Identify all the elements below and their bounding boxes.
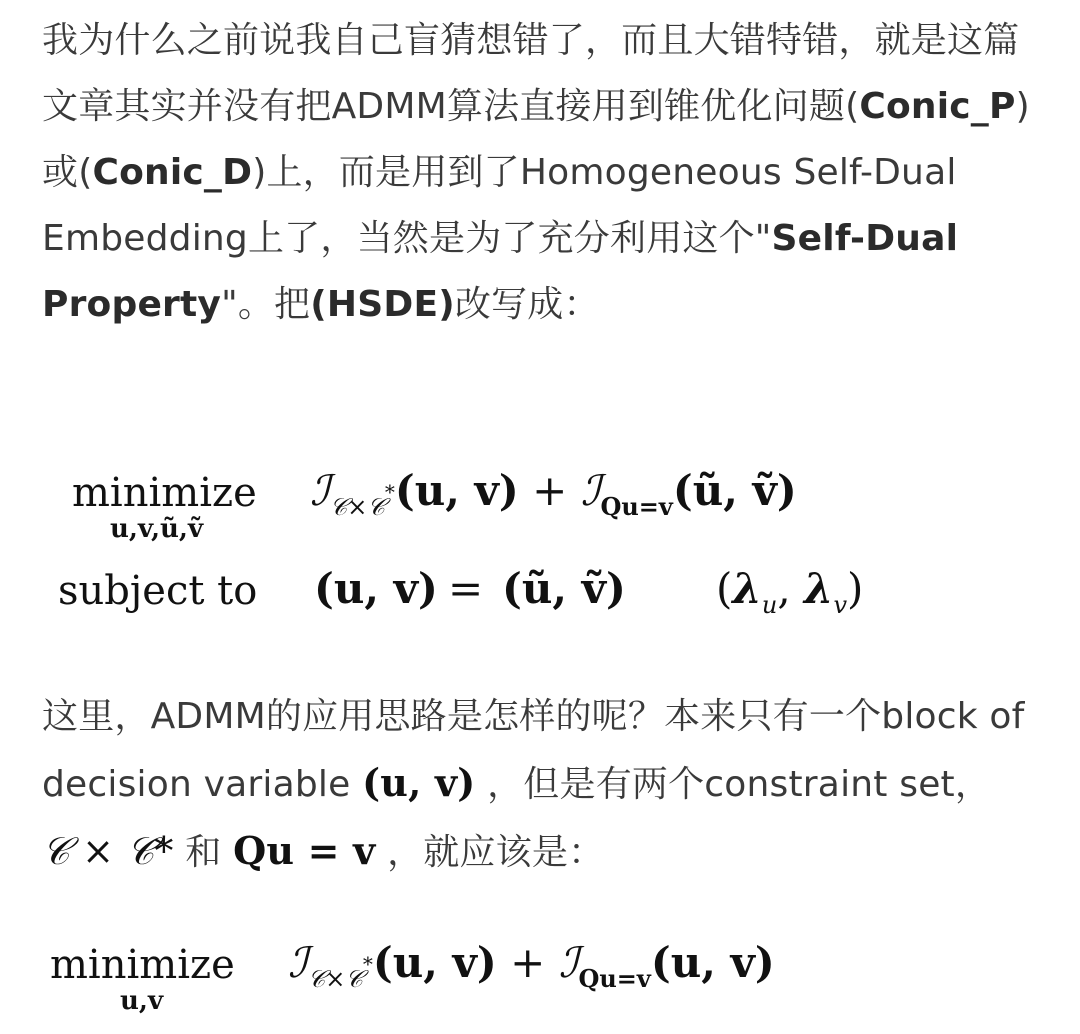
constraint-equals: = bbox=[448, 564, 484, 613]
indicator-symbol: ℐ bbox=[580, 466, 601, 515]
objective-expression bbox=[310, 466, 797, 521]
lambda-symbol: λ bbox=[732, 564, 762, 613]
text-run: 我为什么之前说我自己盲猜想错了，而且大错特错，就是这篇文章其实并没有把ADMM算法直接用到锥优化问题( bbox=[42, 20, 1020, 127]
indicator-subscript-affine: Qu=v bbox=[578, 964, 651, 993]
inline-math-affine-constraint: Qu = v bbox=[233, 828, 376, 873]
bold-term-conic-d: Conic_D bbox=[92, 152, 253, 193]
indicator-subscript-cone: 𝒞×𝒞* bbox=[307, 952, 373, 993]
objective-args-2: (u, v) bbox=[650, 938, 775, 987]
objective-expression bbox=[288, 938, 775, 993]
equation-two-block-form bbox=[50, 938, 1050, 1032]
text-run: 这里，ADMM的应用思路是怎样的呢？本来只有一个block of decision variable bbox=[42, 696, 1025, 805]
text-run: )或( bbox=[42, 86, 1030, 193]
minimize-variables: u,v,ũ,ṽ bbox=[110, 514, 204, 544]
minimize-variables: u,v bbox=[120, 986, 164, 1016]
text-run: ，但是有两个constraint set， bbox=[475, 764, 992, 805]
minimize-operator: minimize bbox=[50, 942, 235, 988]
indicator-subscript-affine: Qu=v bbox=[600, 492, 673, 521]
objective-args-2: (ũ, ṽ) bbox=[672, 466, 797, 515]
text-run: )上，而是用到了Homogeneous Self-Dual Embedding上了，当然是为了充分利用这个" bbox=[42, 152, 957, 259]
indicator-symbol: ℐ bbox=[558, 938, 579, 987]
constraint-lhs: (u, v) bbox=[314, 564, 438, 613]
objective-args-1: (u, v) bbox=[372, 938, 497, 987]
objective-args-1: (u, v) bbox=[394, 466, 519, 515]
constraint-rhs: (ũ, ṽ) bbox=[502, 564, 626, 613]
paragraph-admm-idea bbox=[42, 684, 1042, 886]
text-run: "。把 bbox=[221, 284, 311, 325]
indicator-symbol: ℐ bbox=[288, 938, 308, 987]
bold-term-self-dual-property: Self-Dual Property bbox=[42, 218, 959, 325]
text-run: 和 bbox=[173, 832, 234, 873]
indicator-symbol: ℐ bbox=[310, 466, 330, 515]
lambda-symbol: λ bbox=[804, 564, 834, 613]
plus-sign: + bbox=[532, 466, 568, 515]
inline-math-cone-product: 𝒞 × 𝒞* bbox=[42, 829, 174, 873]
equation-hsde-admm-form bbox=[58, 466, 1058, 630]
text-run: 改写成： bbox=[454, 284, 600, 325]
bold-term-conic-p: Conic_P bbox=[859, 86, 1016, 127]
indicator-subscript-cone: 𝒞×𝒞* bbox=[329, 480, 395, 521]
text-run: ，就应该是： bbox=[375, 832, 605, 873]
dual-multipliers: ($\lambda_u$, $\lambda_v$) bbox=[716, 564, 864, 619]
plus-sign: + bbox=[510, 938, 546, 987]
inline-math-uv: (u, v) bbox=[362, 760, 476, 805]
subject-to-label: subject to bbox=[58, 568, 258, 614]
bold-term-hsde: (HSDE) bbox=[310, 284, 455, 325]
minimize-operator: minimize bbox=[72, 470, 257, 516]
paragraph-intro bbox=[42, 8, 1042, 338]
